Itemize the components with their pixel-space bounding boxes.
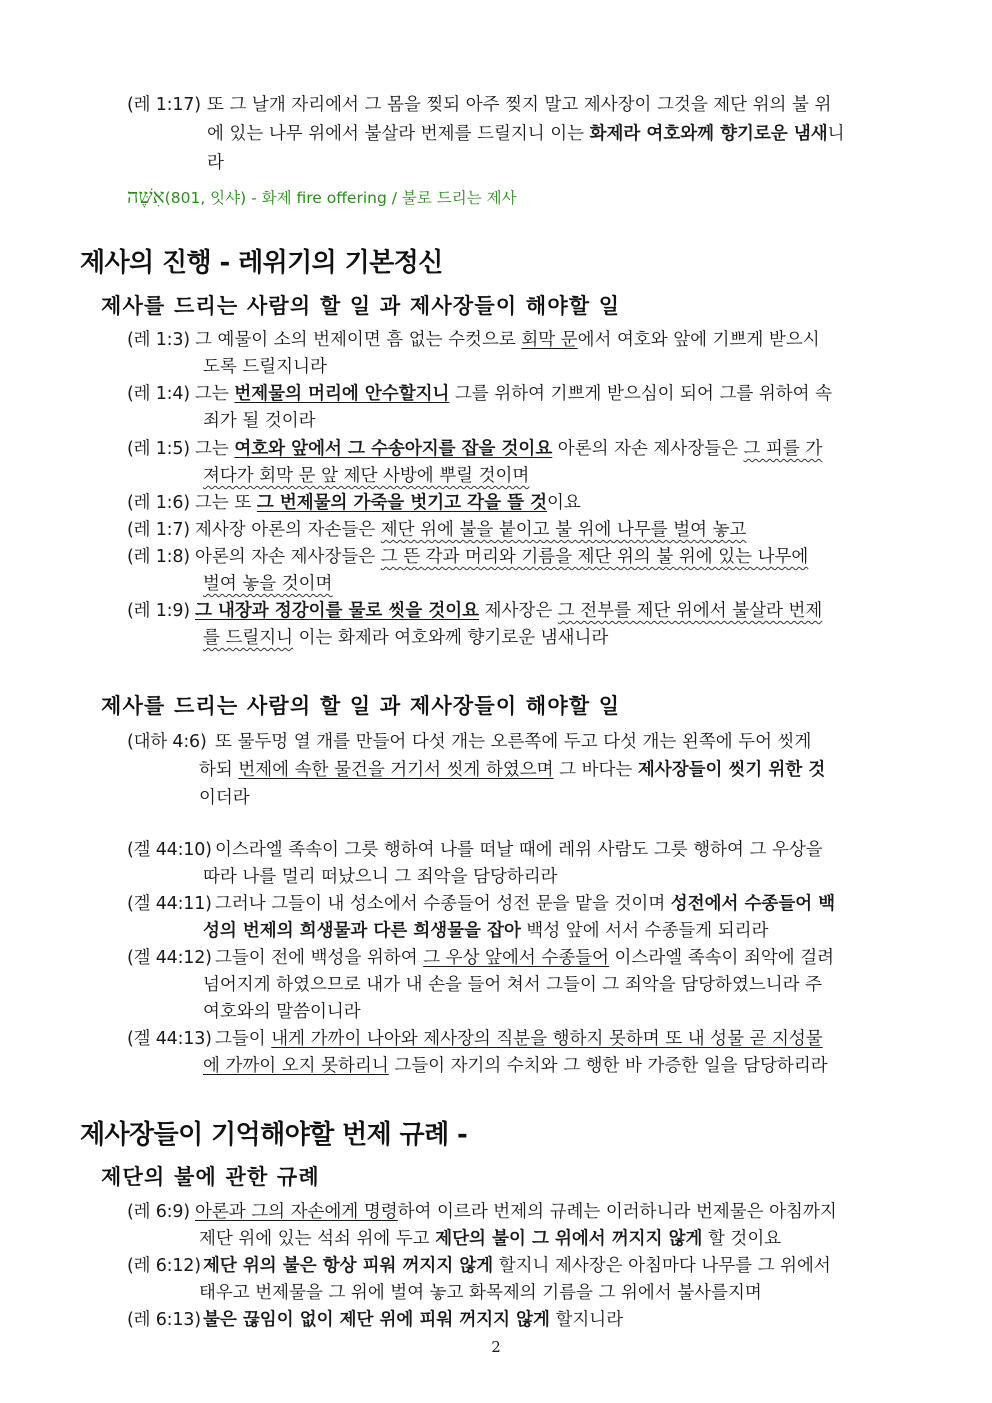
emphasis-underline: 그 우상 앞에서 수종들어: [423, 948, 609, 968]
verse-text: [203, 1053, 828, 1080]
verse-ref: (레 1:17): [127, 95, 201, 115]
verse-text: [195, 517, 746, 544]
emphasis-bold: 성의 번제의 희생물과 다른 희생물을 잡아: [203, 921, 521, 941]
verse-ref: (레 1:3): [127, 330, 190, 350]
verse-text: 져다가 회막 문 앞 제단 사방에 뿌릴 것이며: [203, 466, 530, 486]
verse-ref: (레 6:9): [127, 1202, 190, 1222]
hebrew-word-note: [127, 184, 517, 209]
verse-text: 여호와의 말씀이니라: [203, 1002, 361, 1022]
emphasis-underline: 내게 가까이 나아와 제사장의 직분을 행하지 못하며 또 내 성물 곧 지성물: [271, 1029, 823, 1049]
text-run: 그는: [195, 384, 235, 404]
verse-text: [203, 1307, 623, 1334]
verse-text: [207, 121, 845, 148]
emphasis-bold-underline: 그 내장과 정강이를 물로 씻을 것이요: [195, 601, 480, 621]
verse-ref: (레 1:5): [127, 439, 190, 459]
text-run: 이스라엘 족속이 죄악에 걸려: [608, 948, 835, 968]
emphasis-underline: 에 가까이 오지 못하리니: [203, 1056, 389, 1076]
text-run: 제사장은: [479, 601, 558, 621]
verse-ref: (대하 4:6): [127, 732, 207, 752]
text-run: 하여 이르라 번제의 규례는 이러하니라 번제물은 아침까지: [397, 1202, 837, 1222]
verse-ref: (겔 44:11): [127, 894, 212, 914]
subsection-heading: 제사를 드리는 사람의 할 일 과 제사장들이 해야할 일: [101, 694, 621, 718]
emphasis-bold: 제사장들이 씻기 위한 것: [637, 760, 826, 780]
hebrew-note-text: (801, 잇샤) - 화제 fire offering / 불로 드리는 제사: [164, 189, 517, 207]
text-run: 이는 화제라 여호와께 향기로운 냄새니라: [293, 628, 609, 648]
text-run: 제사장 아론의 자손들은: [195, 520, 381, 540]
verse-ref: (레 6:13): [127, 1310, 201, 1330]
verse-text: [203, 625, 608, 652]
emphasis-bold: 화제라 여호와께 향기로운 냄새: [589, 124, 828, 144]
verse-text: 죄가 될 것이라: [203, 411, 316, 431]
verse-text: 태우고 번제물을 그 위에 벌여 놓고 화목제의 기름을 그 위에서 불사를지며: [199, 1283, 762, 1303]
emphasis-underline: 아론과 그의 자손에게 명령: [195, 1202, 398, 1222]
verse-ref: (레 1:7): [127, 520, 190, 540]
subsection-heading: 제단의 불에 관한 규례: [101, 1165, 320, 1189]
verse-ref: (레 1:8): [127, 547, 190, 567]
verse-text: [195, 544, 808, 571]
text-run: 그들이: [215, 1029, 272, 1049]
text-run: 이요: [546, 493, 581, 513]
subsection-heading: 제사를 드리는 사람의 할 일 과 제사장들이 해야할 일: [101, 294, 621, 318]
verse-text: [195, 381, 832, 408]
verse-text: 도록 드릴지니라: [203, 357, 327, 377]
verse-text: [215, 891, 835, 918]
section-heading: 제사장들이 기억해야할 번제 규례 -: [80, 1120, 468, 1150]
text-run: 그는: [195, 439, 235, 459]
verse-ref: (겔 44:10): [127, 840, 212, 860]
verse-ref: (레 1:9): [127, 601, 190, 621]
verse-ref: (레 6:12): [127, 1256, 201, 1276]
hebrew-word: אִשֶּׁה: [127, 184, 165, 208]
text-run: 할지니 제사장은 아침마다 나무를 그 위에서: [493, 1256, 831, 1276]
verse-text: [199, 757, 825, 784]
verse-ref: (겔 44:13): [127, 1029, 212, 1049]
verse-text: [195, 327, 820, 354]
text-run: 에서 여호와 앞에 기쁘게 받으시: [577, 330, 820, 350]
text-run: 그 바다는: [553, 760, 638, 780]
emphasis-bold: 제단 위의 불은 항상 피워 꺼지지 않게: [203, 1256, 494, 1276]
text-run: 그는 또: [195, 493, 257, 513]
verse-text: 넘어지게 하였으므로 내가 내 손을 들어 쳐서 그들이 그 죄악을 담당하였느니라 주: [203, 975, 823, 995]
verse-text: 벌여 놓을 것이며: [203, 574, 333, 594]
emphasis-underline: 번제에 속한 물건을 거기서 씻게 하였으며: [238, 760, 554, 780]
text-run: 하되: [199, 760, 239, 780]
text-run: 그들이 자기의 수치와 그 행한 바 가증한 일을 담당하리라: [388, 1056, 828, 1076]
emphasis-bold-underline: 여호와 앞에서 그 수송아지를 잡을 것이요: [234, 439, 553, 459]
text-run: 그 예물이 소의 번제이면 흠 없는 수컷으로: [195, 330, 522, 350]
verse-text: 이스라엘 족속이 그릇 행하여 나를 떠날 때에 레위 사람도 그릇 행하여 그 우상을: [215, 840, 823, 860]
emphasis-wavy: 그 뜬 각과 머리와 기름을 제단 위의 불 위에 있는 나무에: [380, 547, 809, 567]
verse-ref: (레 1:4): [127, 384, 190, 404]
emphasis-wavy: 를 드릴지니: [203, 628, 294, 648]
text-run: 할 것이요: [702, 1229, 782, 1249]
verse-text: [203, 1253, 831, 1280]
text-run: 제단 위에 있는 석쇠 위에 두고: [199, 1229, 436, 1249]
verse-text: 또 그 날개 자리에서 그 몸을 찢되 아주 찢지 말고 제사장이 그것을 제단 위의 불 위: [207, 95, 832, 115]
text-run: 에 있는 나무 위에서 불살라 번제를 드릴지니 이는: [207, 124, 590, 144]
emphasis-underline: 회막 문: [521, 330, 578, 350]
verse-text: [203, 918, 768, 945]
verse-text: [215, 945, 834, 972]
text-run: 백성 앞에 서서 수종들게 되리라: [520, 921, 769, 941]
verse-text: [195, 598, 822, 625]
emphasis-wavy: 그 피를 가: [743, 439, 823, 459]
verse-text: [195, 1199, 837, 1226]
verse-text: 따라 나를 멀리 떠났으니 그 죄악을 담당하리라: [203, 867, 558, 887]
emphasis-wavy: 제단 위에 불을 붙이고 불 위에 나무를 벌여 놓고: [380, 520, 747, 540]
emphasis-bold-underline: 그 번제물의 가죽을 벗기고 각을 뜰 것: [256, 493, 547, 513]
verse-ref: (레 1:6): [127, 493, 190, 513]
emphasis-bold: 불은 끊임이 없이 제단 위에 피워 꺼지지 않게: [203, 1310, 550, 1330]
text-run: 그들이 전에 백성을 위하여: [215, 948, 424, 968]
text-run: 아론의 자손 제사장들은: [195, 547, 381, 567]
verse-text: 라: [207, 153, 224, 173]
section-heading: 제사의 진행 - 레위기의 기본정신: [80, 248, 443, 278]
emphasis-wavy: 그 전부를 제단 위에서 불살라 번제: [557, 601, 823, 621]
verse-text: [195, 436, 822, 463]
verse-text: [195, 490, 581, 517]
page-number: 2: [491, 1338, 501, 1356]
emphasis-bold: 성전에서 수종들어 백: [670, 894, 836, 914]
verse-text: 이더라: [199, 788, 250, 808]
text-run: 그러나 그들이 내 성소에서 수종들어 성전 문을 맡을 것이며: [215, 894, 671, 914]
emphasis-bold-underline: 번제물의 머리에 안수할지니: [234, 384, 450, 404]
verse-text: 또 물두멍 열 개를 만들어 다섯 개는 오른쪽에 두고 다섯 개는 왼쪽에 두어 씻게: [215, 732, 812, 752]
verse-text: [199, 1226, 781, 1253]
text-run: 할지니라: [549, 1310, 624, 1330]
verse-ref: (겔 44:12): [127, 948, 212, 968]
text-run: 니: [827, 124, 845, 144]
text-run: 아론의 자손 제사장들은: [552, 439, 744, 459]
text-run: 그를 위하여 기쁘게 받으심이 되어 그를 위하여 속: [449, 384, 833, 404]
emphasis-bold: 제단의 불이 그 위에서 꺼지지 않게: [435, 1229, 703, 1249]
verse-text: [215, 1026, 823, 1053]
